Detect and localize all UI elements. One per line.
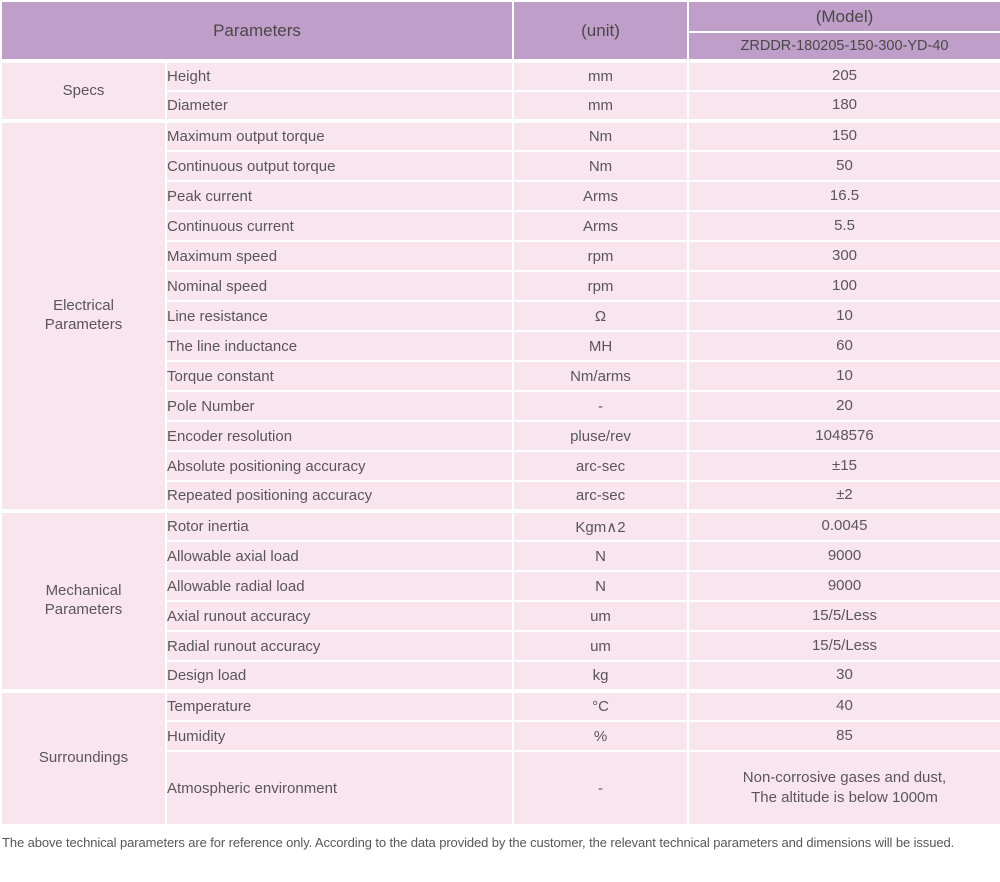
section-surroundings bbox=[1, 691, 1000, 825]
value-cell: 60 bbox=[688, 331, 1000, 361]
section-specs bbox=[1, 61, 1000, 121]
param-cell: Torque constant bbox=[166, 361, 513, 391]
param-cell: Axial runout accuracy bbox=[166, 601, 513, 631]
section-label-mechanical bbox=[1, 511, 166, 691]
unit-cell: um bbox=[513, 631, 688, 661]
value-cell: 180 bbox=[688, 91, 1000, 121]
unit-cell: Nm bbox=[513, 151, 688, 181]
param-cell: Height bbox=[166, 61, 513, 91]
model-header: (Model) bbox=[688, 1, 1000, 32]
param-cell: Allowable radial load bbox=[166, 571, 513, 601]
table-row bbox=[1, 691, 1000, 721]
value-cell: 10 bbox=[688, 301, 1000, 331]
param-cell: Continuous current bbox=[166, 211, 513, 241]
param-cell: Continuous output torque bbox=[166, 151, 513, 181]
param-cell: Nominal speed bbox=[166, 271, 513, 301]
value-cell: ±15 bbox=[688, 451, 1000, 481]
value-cell: 15/5/Less bbox=[688, 601, 1000, 631]
param-cell: Encoder resolution bbox=[166, 421, 513, 451]
unit-cell: um bbox=[513, 601, 688, 631]
value-cell: 15/5/Less bbox=[688, 631, 1000, 661]
param-cell: Pole Number bbox=[166, 391, 513, 421]
unit-cell: mm bbox=[513, 91, 688, 121]
unit-cell: Arms bbox=[513, 181, 688, 211]
value-cell: 100 bbox=[688, 271, 1000, 301]
unit-header: (unit) bbox=[513, 1, 688, 61]
section-electrical bbox=[1, 121, 1000, 511]
unit-cell: - bbox=[513, 391, 688, 421]
param-cell: The line inductance bbox=[166, 331, 513, 361]
value-cell: 9000 bbox=[688, 541, 1000, 571]
section-label-text: Surroundings bbox=[38, 749, 129, 767]
value-cell: 1048576 bbox=[688, 421, 1000, 451]
unit-cell: Nm/arms bbox=[513, 361, 688, 391]
param-cell: Design load bbox=[166, 661, 513, 691]
param-cell: Line resistance bbox=[166, 301, 513, 331]
value-cell bbox=[688, 751, 1000, 825]
param-cell: Radial runout accuracy bbox=[166, 631, 513, 661]
unit-cell: N bbox=[513, 571, 688, 601]
value-line-2: The altitude is below 1000m bbox=[751, 789, 938, 806]
header-row bbox=[1, 1, 1000, 32]
section-label-specs bbox=[1, 61, 166, 121]
param-cell: Maximum output torque bbox=[166, 121, 513, 151]
param-cell: Atmospheric environment bbox=[166, 751, 513, 825]
table-row bbox=[1, 511, 1000, 541]
unit-cell: °C bbox=[513, 691, 688, 721]
unit-cell: - bbox=[513, 751, 688, 825]
value-cell: 5.5 bbox=[688, 211, 1000, 241]
value-cell: 85 bbox=[688, 721, 1000, 751]
unit-cell: pluse/rev bbox=[513, 421, 688, 451]
param-cell: Rotor inertia bbox=[166, 511, 513, 541]
param-cell: Temperature bbox=[166, 691, 513, 721]
param-cell: Repeated positioning accuracy bbox=[166, 481, 513, 511]
value-cell: ±2 bbox=[688, 481, 1000, 511]
unit-cell: % bbox=[513, 721, 688, 751]
unit-cell: Arms bbox=[513, 211, 688, 241]
section-label-text: Electrical Parameters bbox=[44, 297, 123, 333]
unit-cell: rpm bbox=[513, 271, 688, 301]
section-label-electrical bbox=[1, 121, 166, 511]
value-cell: 150 bbox=[688, 121, 1000, 151]
unit-cell: arc-sec bbox=[513, 451, 688, 481]
unit-cell: rpm bbox=[513, 241, 688, 271]
section-label-text: Specs bbox=[62, 81, 105, 99]
unit-cell: Nm bbox=[513, 121, 688, 151]
table-row bbox=[1, 61, 1000, 91]
param-cell: Allowable axial load bbox=[166, 541, 513, 571]
table-header bbox=[1, 1, 1000, 61]
table-row bbox=[1, 121, 1000, 151]
footer-note: The above technical parameters are for reference only. According to the data provided by the customer, the relevant technical parameters and dimensions will be issued. bbox=[2, 835, 955, 850]
value-cell: 30 bbox=[688, 661, 1000, 691]
unit-cell: MH bbox=[513, 331, 688, 361]
value-cell: 205 bbox=[688, 61, 1000, 91]
section-mechanical bbox=[1, 511, 1000, 691]
param-cell: Diameter bbox=[166, 91, 513, 121]
section-label-text: Mechanical Parameters bbox=[44, 582, 123, 618]
value-cell: 9000 bbox=[688, 571, 1000, 601]
value-cell: 10 bbox=[688, 361, 1000, 391]
value-cell: 50 bbox=[688, 151, 1000, 181]
param-cell: Humidity bbox=[166, 721, 513, 751]
unit-cell: mm bbox=[513, 61, 688, 91]
unit-cell: kg bbox=[513, 661, 688, 691]
value-cell: 40 bbox=[688, 691, 1000, 721]
unit-cell: Ω bbox=[513, 301, 688, 331]
param-cell: Absolute positioning accuracy bbox=[166, 451, 513, 481]
param-cell: Peak current bbox=[166, 181, 513, 211]
value-cell: 16.5 bbox=[688, 181, 1000, 211]
value-cell: 300 bbox=[688, 241, 1000, 271]
value-cell: 20 bbox=[688, 391, 1000, 421]
value-cell: 0.0045 bbox=[688, 511, 1000, 541]
unit-cell: N bbox=[513, 541, 688, 571]
param-cell: Maximum speed bbox=[166, 241, 513, 271]
value-line-1: Non-corrosive gases and dust, bbox=[742, 768, 947, 786]
section-label-surroundings bbox=[1, 691, 166, 825]
unit-cell: Kgm∧2 bbox=[513, 511, 688, 541]
model-number: ZRDDR-180205-150-300-YD-40 bbox=[688, 32, 1000, 61]
parameters-header: Parameters bbox=[1, 1, 513, 61]
unit-cell: arc-sec bbox=[513, 481, 688, 511]
